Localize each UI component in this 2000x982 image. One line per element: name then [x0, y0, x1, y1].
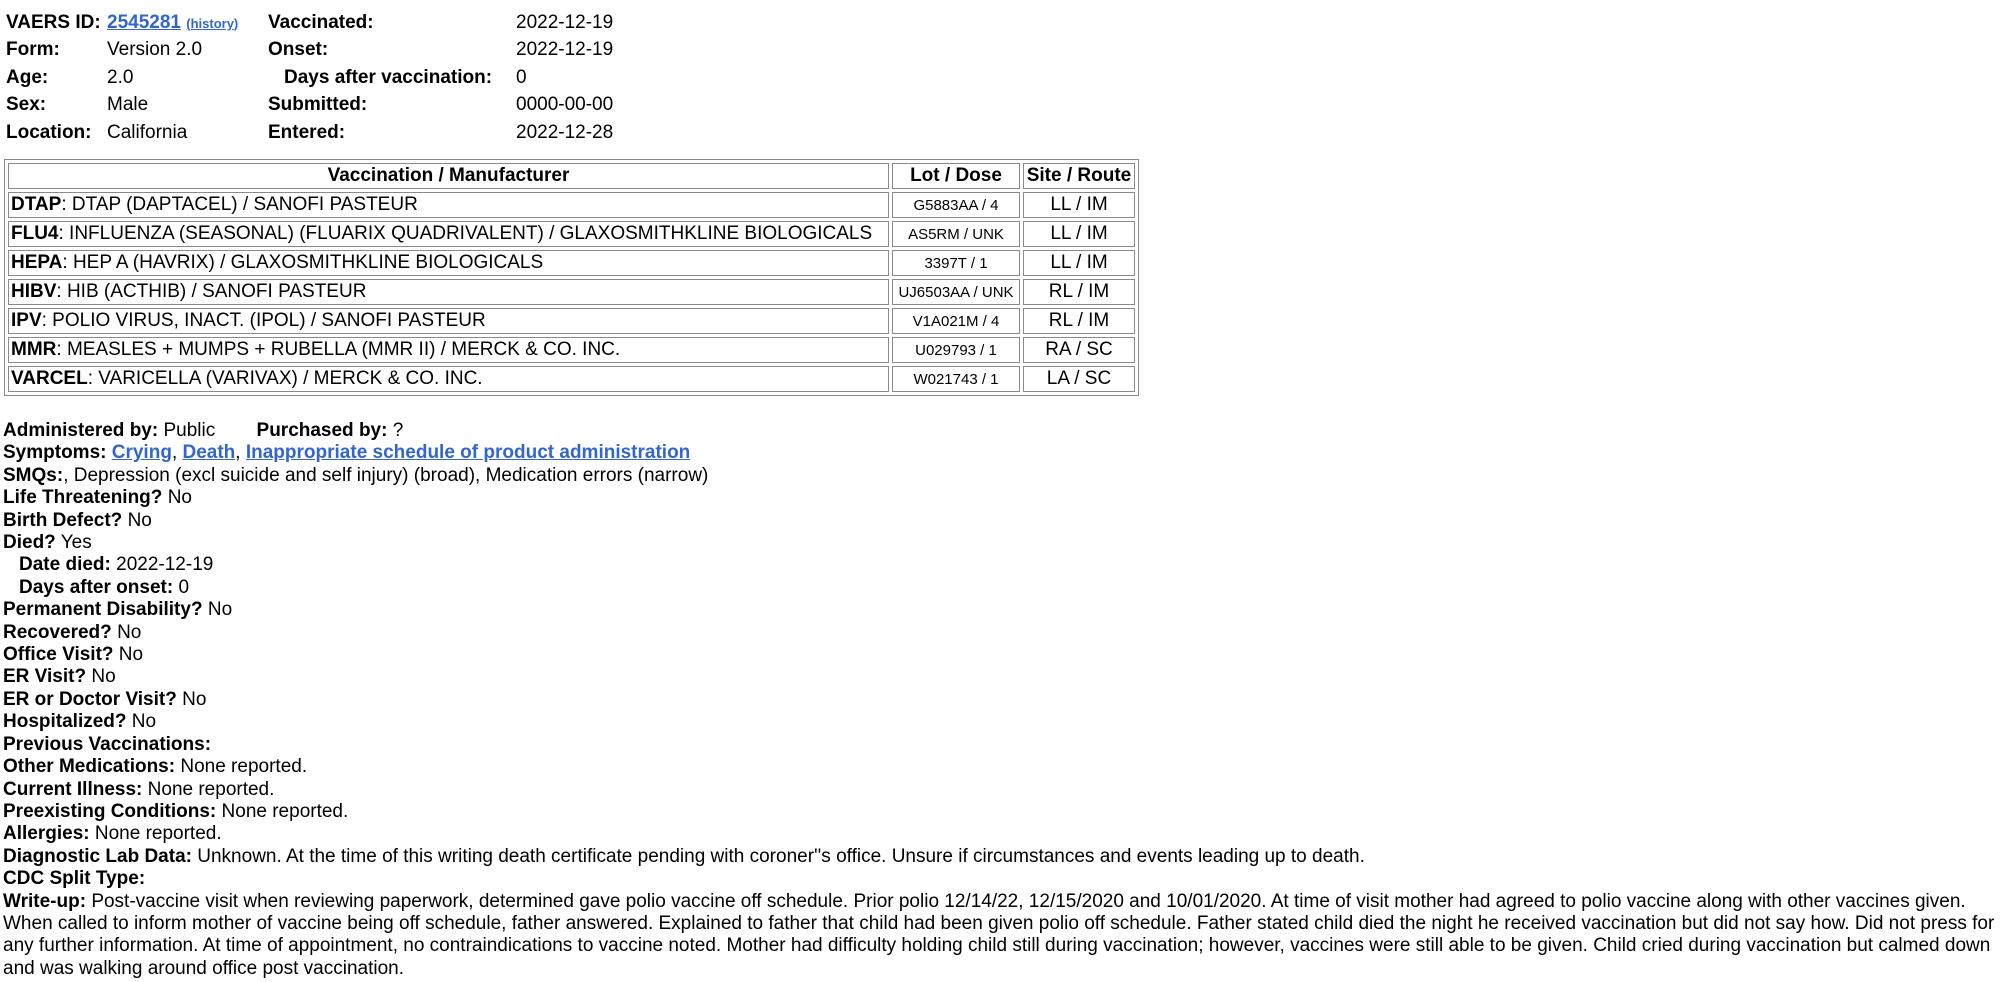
writeup-text: Post-vaccine visit when reviewing paperwork, determined gave polio vaccine off schedule. Prior polio 12/14/22, 12/15/2020 and 10/01/2020. At time of visit mother had agreed to polio vaccine along with other vaccines given. When called to inform mother of vaccine being off schedule, father answered. Explained to father that child had been given polio off schedule. Father stated child died the night he received vaccination but did not say how. Did not press for any further information. At time of appointment, no contraindications to vaccine noted. Mother had difficulty holding child still during vaccination; however, vaccines were still able to be given. Child cried during vaccination but calmed down and was walking around office post vaccination.	[3, 890, 1995, 979]
age-value: 2.0	[107, 66, 134, 88]
table-row	[8, 250, 1135, 276]
site-route: LL / IM	[1023, 221, 1135, 247]
table-row	[8, 279, 1135, 305]
lot-dose: W021743 / 1	[892, 366, 1020, 392]
entered-value: 2022-12-28	[516, 121, 614, 143]
symptom-link-death[interactable]: Death	[182, 442, 236, 464]
table-row	[8, 308, 1135, 334]
site-route: RL / IM	[1023, 308, 1135, 334]
report-details	[3, 420, 1998, 980]
vaccine-desc: : INFLUENZA (SEASONAL) (FLUARIX QUADRIVALENT) / GLAXOSMITHKLINE BIOLOGICALS	[58, 223, 873, 244]
vaccine-code: FLU4	[11, 223, 59, 244]
permanent-disability-value: No	[207, 599, 233, 621]
entered-label: Entered:	[268, 121, 346, 143]
days-after-onset-value: 0	[178, 576, 190, 598]
lot-dose: 3397T / 1	[892, 250, 1020, 276]
site-route: RL / IM	[1023, 279, 1135, 305]
life-threatening-value: No	[167, 487, 192, 509]
administered-value: Public	[163, 420, 216, 441]
history-link[interactable]: (history)	[186, 15, 239, 31]
vaccine-code: DTAP	[11, 194, 62, 215]
er-visit-label: ER Visit?	[3, 666, 87, 688]
sex-value: Male	[107, 94, 149, 116]
symptoms-label: Symptoms:	[3, 442, 107, 464]
lot-dose: UJ6503AA / UNK	[892, 279, 1020, 305]
sex-label: Sex:	[6, 94, 47, 116]
vaccine-code: IPV	[11, 310, 42, 331]
previous-vaccinations-label: Previous Vaccinations:	[3, 733, 212, 755]
form-label: Form:	[6, 39, 60, 61]
current-illness-label: Current Illness:	[3, 778, 143, 800]
date-died-label: Date died:	[19, 554, 111, 576]
header-site-route: Site / Route	[1023, 163, 1135, 189]
report-header	[6, 9, 636, 147]
location-value: California	[107, 121, 188, 143]
preexisting-conditions-value: None reported.	[221, 800, 349, 822]
administered-label: Administered by:	[3, 420, 159, 441]
writeup-block	[3, 891, 1998, 981]
smqs-line	[3, 465, 1998, 487]
days-after-vaccination-label: Days after vaccination:	[284, 66, 493, 88]
table-row	[8, 337, 1135, 363]
vaccine-desc: : VARICELLA (VARIVAX) / MERCK & CO. INC.	[87, 368, 483, 389]
onset-value: 2022-12-19	[516, 39, 614, 61]
cdc-split-type-label: CDC Split Type:	[3, 868, 146, 890]
lot-dose: V1A021M / 4	[892, 308, 1020, 334]
symptom-link-inappropriate-schedule[interactable]: Inappropriate schedule of product administration	[245, 442, 691, 464]
recovered-label: Recovered?	[3, 621, 112, 643]
vaccine-desc: : POLIO VIRUS, INACT. (IPOL) / SANOFI PASTEUR	[41, 310, 486, 331]
symptom-link-crying[interactable]: Crying	[111, 442, 172, 464]
vaccination-table	[4, 159, 1139, 396]
vaccine-desc: : HEP A (HAVRIX) / GLAXOSMITHKLINE BIOLOGICALS	[62, 252, 544, 273]
vaccinated-value: 2022-12-19	[516, 11, 614, 33]
vaccine-desc: : HIB (ACTHIB) / SANOFI PASTEUR	[56, 281, 367, 302]
form-value: Version 2.0	[107, 39, 203, 61]
vaccine-desc: : DTAP (DAPTACEL) / SANOFI PASTEUR	[61, 194, 418, 215]
preexisting-conditions-label: Preexisting Conditions:	[3, 800, 217, 822]
smqs-value: , Depression (excl suicide and self injury) (broad), Medication errors (narrow)	[63, 464, 709, 486]
current-illness-value: None reported.	[147, 778, 275, 800]
life-threatening-label: Life Threatening?	[3, 487, 163, 509]
vaccine-code: VARCEL	[11, 368, 88, 389]
er-visit-value: No	[91, 666, 116, 688]
vaccine-desc: : MEASLES + MUMPS + RUBELLA (MMR II) / MERCK & CO. INC.	[56, 339, 621, 360]
site-route: LL / IM	[1023, 192, 1135, 218]
other-medications-label: Other Medications:	[3, 756, 176, 778]
vaers-id-label: VAERS ID:	[6, 11, 101, 33]
table-row	[8, 192, 1135, 218]
allergies-value: None reported.	[94, 823, 222, 845]
diagnostic-lab-label: Diagnostic Lab Data:	[3, 845, 192, 867]
hospitalized-label: Hospitalized?	[3, 711, 127, 733]
symptoms-line: Symptoms: Crying, Death, Inappropriate schedule of product administration	[3, 442, 691, 464]
writeup-label: Write-up:	[3, 890, 87, 912]
office-visit-label: Office Visit?	[3, 644, 114, 666]
submitted-label: Submitted:	[268, 94, 368, 116]
other-medications-value: None reported.	[180, 756, 308, 778]
lot-dose: U029793 / 1	[892, 337, 1020, 363]
vaccine-code: HEPA	[11, 252, 63, 273]
site-route: LL / IM	[1023, 250, 1135, 276]
er-doctor-visit-label: ER or Doctor Visit?	[3, 688, 177, 710]
header-vaccination-manufacturer: Vaccination / Manufacturer	[8, 163, 889, 189]
died-label: Died?	[3, 532, 56, 554]
days-after-vaccination-value: 0	[516, 66, 527, 88]
table-row	[8, 221, 1135, 247]
diagnostic-lab-value: Unknown. At the time of this writing death certificate pending with coroner''s office. Unsure if circumstances and events leading up to death.	[197, 845, 1365, 867]
submitted-value: 0000-00-00	[516, 94, 614, 116]
date-died-value: 2022-12-19	[116, 554, 214, 576]
table-row	[8, 366, 1135, 392]
lot-dose: G5883AA / 4	[892, 192, 1020, 218]
lot-dose: AS5RM / UNK	[892, 221, 1020, 247]
header-lot-dose: Lot / Dose	[892, 163, 1020, 189]
died-value: Yes	[60, 532, 92, 554]
vaers-id-link[interactable]: 2545281	[107, 11, 181, 33]
onset-label: Onset:	[268, 39, 329, 61]
office-visit-value: No	[118, 644, 144, 666]
vaccinated-label: Vaccinated:	[268, 11, 374, 33]
age-label: Age:	[6, 66, 49, 88]
purchased-label: Purchased by:	[256, 420, 388, 441]
hospitalized-value: No	[131, 711, 157, 733]
days-after-onset-label: Days after onset:	[19, 576, 174, 598]
purchased-value: ?	[392, 420, 404, 441]
permanent-disability-label: Permanent Disability?	[3, 599, 203, 621]
recovered-value: No	[117, 621, 142, 643]
vaccine-code: HIBV	[11, 281, 57, 302]
er-doctor-visit-value: No	[182, 688, 207, 710]
vaccine-code: MMR	[11, 339, 57, 360]
site-route: RA / SC	[1023, 337, 1135, 363]
birth-defect-label: Birth Defect?	[3, 509, 123, 531]
birth-defect-value: No	[127, 509, 152, 531]
smqs-label: SMQs:	[3, 464, 64, 486]
administered-line	[3, 420, 1998, 442]
allergies-label: Allergies:	[3, 823, 90, 845]
site-route: LA / SC	[1023, 366, 1135, 392]
location-label: Location:	[6, 121, 92, 143]
